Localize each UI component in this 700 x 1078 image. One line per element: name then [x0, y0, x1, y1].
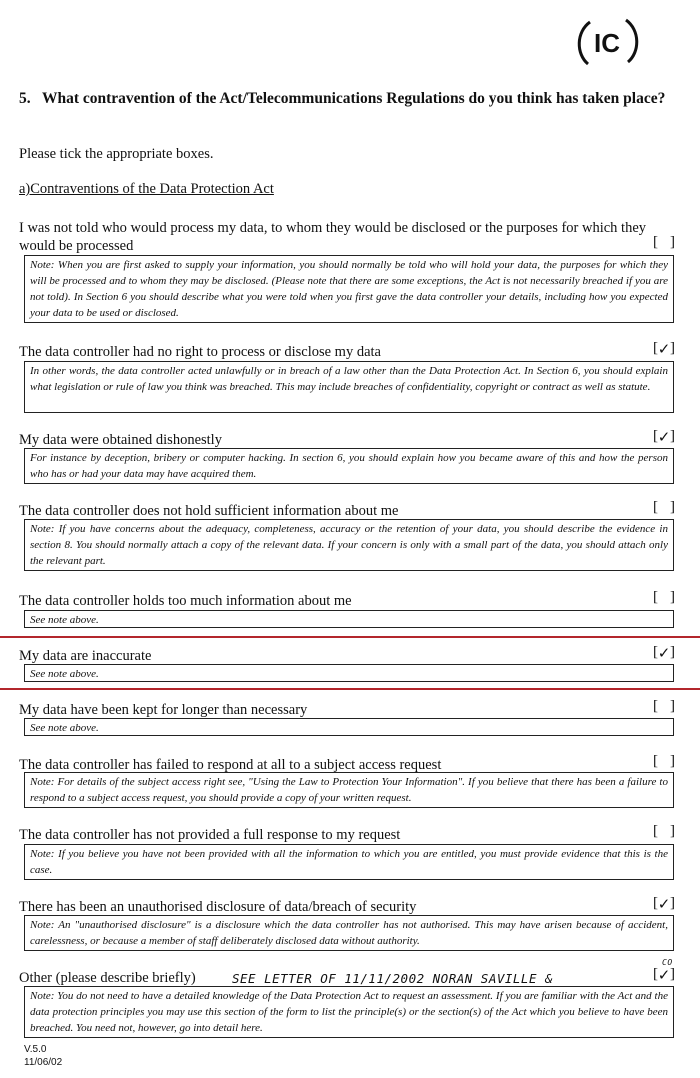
- item-label-unauthorised-disclosure: There has been an unauthorised disclosure of data/breach of security: [19, 899, 417, 915]
- item-label-other: Other (please describe briefly): [19, 970, 196, 986]
- item-label-partial-response: The data controller has not provided a full response to my request: [19, 827, 401, 843]
- checkbox-no-right[interactable]: [657, 340, 671, 358]
- checkbox-unauthorised-disclosure[interactable]: [657, 895, 671, 913]
- item-label-inaccurate: My data are inaccurate: [19, 648, 152, 664]
- note-insufficient: Note: If you have concerns about the adequacy, completeness, accuracy or the retention of your data, you should describe the evidence in section 8. You should normally attach a copy of the relevant data. If your concern is only with a small part of the data, you should attach only the relevant part.: [24, 519, 674, 571]
- note-no-response: Note: For details of the subject access right see, "Using the Law to Protection Your Information". If you believe that there has been a failure to respond to a subject access request, you should provide a copy of your written request.: [24, 772, 674, 808]
- checkbox-partial-response[interactable]: [657, 826, 671, 839]
- checkbox-other[interactable]: [657, 966, 671, 984]
- footer-version: V.5.0: [24, 1044, 47, 1055]
- note-kept-longer: See note above.: [24, 718, 674, 736]
- highlight-line-top: [0, 636, 700, 638]
- question-title: [19, 88, 679, 109]
- handwritten-other-suffix: CO: [662, 958, 673, 967]
- instruction-text: Please tick the appropriate boxes.: [19, 146, 214, 162]
- item-label-no-right: The data controller had no right to process or disclose my data: [19, 344, 381, 360]
- ic-logo: [572, 18, 644, 66]
- note-unauthorised-disclosure: Note: An "unauthorised disclosure" is a disclosure which the data controller has not authorised. This may have arisen because of accident, carelessness, or because a member of staff deliberately disclosed data without authority.: [24, 915, 674, 951]
- item-label-not-told: I was not told who would process my data, to whom they would be disclosed or the purposes for which they would be processed: [19, 220, 647, 254]
- logo-text: IC: [594, 28, 620, 58]
- checkbox-kept-longer[interactable]: [657, 701, 671, 714]
- checkbox-inaccurate[interactable]: [657, 644, 671, 662]
- check-mark-icon: ✓: [657, 644, 671, 662]
- item-label-kept-longer: My data have been kept for longer than necessary: [19, 702, 308, 718]
- note-dishonest: For instance by deception, bribery or computer hacking. In section 6, you should explain how you became aware of this and how the person who has or had your data may have acquired them.: [24, 448, 674, 484]
- item-label-too-much: The data controller holds too much information about me: [19, 593, 352, 609]
- footer-date: 11/06/02: [24, 1057, 63, 1068]
- footer: [24, 1043, 62, 1069]
- item-label-no-response: The data controller has failed to respond at all to a subject access request: [19, 757, 442, 773]
- item-label-dishonest: My data were obtained dishonestly: [19, 432, 222, 448]
- note-partial-response: Note: If you believe you have not been provided with all the information to which you are entitled, you must provide evidence that this is the case.: [24, 844, 674, 880]
- question-number: 5.: [19, 90, 31, 107]
- section-heading: a)Contraventions of the Data Protection Act: [19, 181, 274, 197]
- checkbox-dishonest[interactable]: [657, 428, 671, 446]
- note-too-much: See note above.: [24, 610, 674, 628]
- note-inaccurate: See note above.: [24, 664, 674, 682]
- handwritten-other-description: SEE LETTER OF 11/11/2002 NORAN SAVILLE &: [232, 971, 554, 986]
- note-no-right: In other words, the data controller acted unlawfully or in breach of a law other than the Data Protection Act. In Section 6, you should explain what legislation or rule of law you think was breached. This may include breaches of confidentiality, copyright or contract as well as statute.: [24, 361, 674, 413]
- checkbox-too-much[interactable]: [657, 592, 671, 605]
- note-other: Note: You do not need to have a detailed knowledge of the Data Protection Act to request an assessment. If you are familiar with the Act and the data protection principles you may use this section of the form to list the principle(s) or the section(s) of the Act which you believe to have been breached. You need not, however, go into detail here.: [24, 986, 674, 1038]
- check-mark-icon: ✓: [657, 966, 671, 984]
- note-not-told: Note: When you are first asked to supply your information, you should normally be told who will hold your data, the purposes for which they will be processed and to whom they may be disclosed. (Please note that there are some exceptions, the Act is not necessarily breached if you are not told). In Section 6 you should describe what you were told when you first gave the data controller your details, including how you expected your data to be used or disclosed.: [24, 255, 674, 323]
- check-mark-icon: ✓: [657, 895, 671, 913]
- check-mark-icon: ✓: [657, 428, 671, 446]
- check-mark-icon: ✓: [657, 340, 671, 358]
- highlight-line-bottom: [0, 688, 700, 690]
- checkbox-insufficient[interactable]: [657, 502, 671, 515]
- checkbox-not-told[interactable]: [657, 237, 671, 250]
- item-label-insufficient: The data controller does not hold sufficient information about me: [19, 503, 399, 519]
- checkbox-no-response[interactable]: [657, 756, 671, 769]
- question-text: What contravention of the Act/Telecommunications Regulations do you think has taken place?: [41, 90, 666, 107]
